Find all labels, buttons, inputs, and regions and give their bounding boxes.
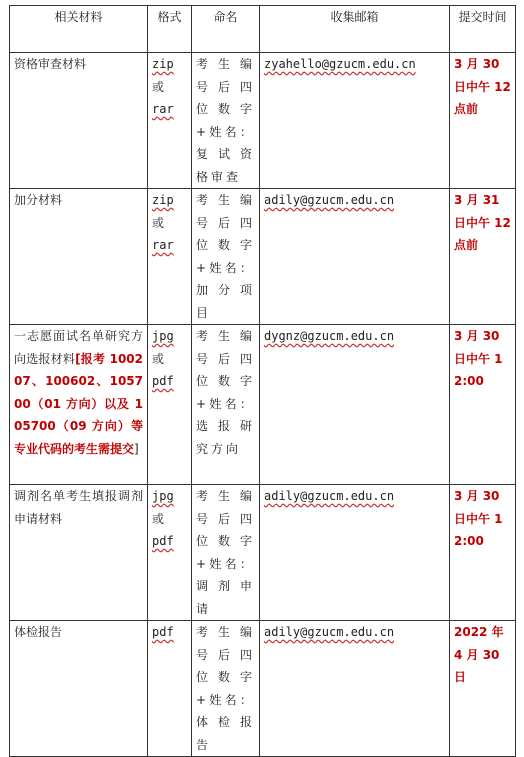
format-cell [148, 189, 192, 325]
format-cell [148, 621, 192, 757]
format-ext: rar [152, 238, 174, 252]
format-ext: jpg [152, 489, 174, 503]
table-row [10, 621, 516, 757]
header-material: 相关材料 [10, 6, 148, 53]
deadline-cell: 3 月 30 日中午 12点前 [450, 53, 516, 189]
email-link[interactable]: zyahello@gzucm.edu.cn [264, 57, 416, 71]
email-cell [260, 325, 450, 485]
email-cell [260, 189, 450, 325]
table-row [10, 325, 516, 485]
format-ext: jpg [152, 329, 174, 343]
naming-cell: 考生编号后四位数字+姓名：复试资格审查 [192, 53, 260, 189]
header-deadline: 提交时间 [450, 6, 516, 53]
email-link[interactable]: dygnz@gzucm.edu.cn [264, 329, 395, 343]
header-naming: 命名 [192, 6, 260, 53]
email-link[interactable]: adily@gzucm.edu.cn [264, 625, 395, 639]
format-ext: pdf [152, 374, 174, 388]
email-link[interactable]: adily@gzucm.edu.cn [264, 193, 395, 207]
format-or: 或 [152, 215, 165, 230]
format-ext: zip [152, 57, 174, 71]
material-cell: 调剂名单考生填报调剂申请材料 [10, 485, 148, 621]
material-cell: 体检报告 [10, 621, 148, 757]
material-note-tail: ] [134, 441, 139, 456]
material-text: 一志愿面试名单研究方向选报材料 [14, 329, 143, 366]
table-row [10, 189, 516, 325]
header-format: 格式 [148, 6, 192, 53]
deadline-cell: 3 月 30 日中午 12:00 [450, 325, 516, 485]
materials-table [9, 5, 516, 757]
email-cell [260, 621, 450, 757]
table-header-row [10, 6, 516, 53]
format-cell [148, 485, 192, 621]
format-or: 或 [152, 351, 165, 366]
naming-cell: 考生编号后四位数字+姓名：选报研究方向 [192, 325, 260, 485]
deadline-cell: 3 月 30 日中午 12:00 [450, 485, 516, 621]
material-cell: 资格审查材料 [10, 53, 148, 189]
material-cell: 加分材料 [10, 189, 148, 325]
email-cell [260, 53, 450, 189]
format-ext: zip [152, 193, 174, 207]
format-cell [148, 325, 192, 485]
email-link[interactable]: adily@gzucm.edu.cn [264, 489, 395, 503]
table-row [10, 485, 516, 621]
naming-cell: 考生编号后四位数字+姓名：加分项目 [192, 189, 260, 325]
format-ext: rar [152, 102, 174, 116]
naming-cell: 考生编号后四位数字+姓名：体检报告 [192, 621, 260, 757]
deadline-cell: 2022 年 4 月 30 日 [450, 621, 516, 757]
format-ext: pdf [152, 534, 174, 548]
table-row [10, 53, 516, 189]
naming-cell: 考生编号后四位数字+姓名：调剂申请 [192, 485, 260, 621]
material-note: [报考 100207、100602、105700（01 方向）以及 105700（09 方向）等专业代码的考生需提交 [14, 351, 143, 456]
material-cell [10, 325, 148, 485]
format-or: 或 [152, 511, 165, 526]
format-cell [148, 53, 192, 189]
email-cell [260, 485, 450, 621]
format-ext: pdf [152, 625, 174, 639]
deadline-cell: 3 月 31 日中午 12点前 [450, 189, 516, 325]
header-email: 收集邮箱 [260, 6, 450, 53]
format-or: 或 [152, 79, 165, 94]
